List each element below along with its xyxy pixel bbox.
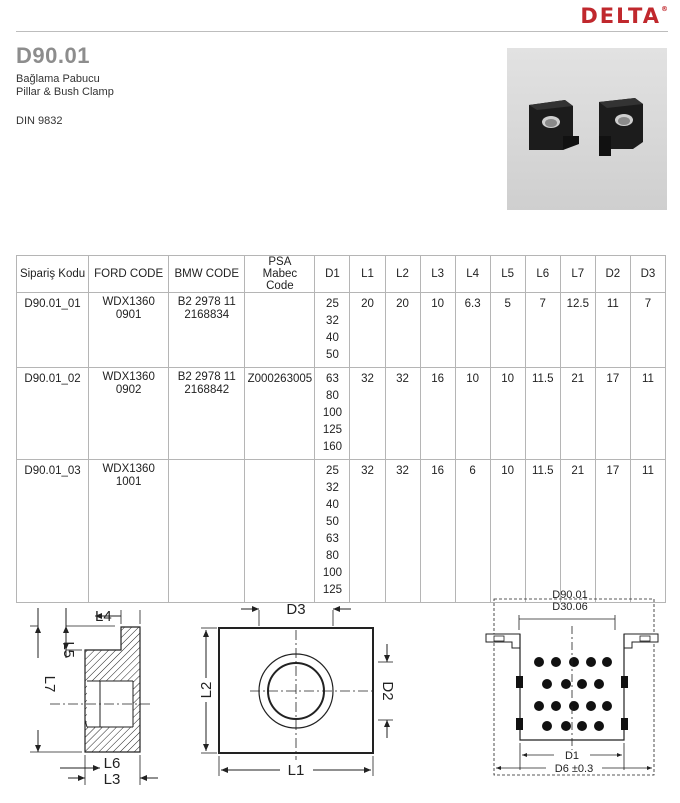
column-header: FORD CODE — [89, 256, 169, 293]
dim-label-l4: L4 — [95, 608, 112, 625]
clamp-left-picture — [529, 100, 579, 150]
l6-cell: 11.5 — [525, 460, 560, 603]
column-header: L4 — [455, 256, 490, 293]
side-section-drawing — [20, 590, 170, 795]
assembly-label-top2: D30.06 — [552, 601, 588, 613]
dim-label-l1: L1 — [287, 762, 305, 779]
d1-cell: 25 32 40 50 63 80 100 125 — [315, 460, 350, 603]
order-code-cell: D90.01_02 — [17, 368, 89, 460]
psa-code-cell: Z000263005 — [245, 368, 315, 460]
l2-cell: 32 — [385, 368, 420, 460]
column-header: L3 — [420, 256, 455, 293]
product-photo — [507, 48, 667, 210]
order-code-cell: D90.01_01 — [17, 293, 89, 368]
l7-cell: 21 — [560, 460, 595, 603]
assembly-label-top1: D90.01 — [552, 590, 588, 601]
l7-cell: 21 — [560, 368, 595, 460]
top-view-drawing — [195, 590, 405, 795]
d3-cell: 7 — [630, 293, 665, 368]
d2-cell: 17 — [595, 460, 630, 603]
column-header: PSA Mabec Code — [245, 256, 315, 293]
dim-label-l6: L6 — [103, 755, 121, 772]
bmw-code-cell: B2 2978 11 2168842 — [169, 368, 245, 460]
product-name-tr: Bağlama Pabucu — [16, 73, 100, 85]
d1-cell: 25 32 40 50 — [315, 293, 350, 368]
ford-code-cell: WDX1360 0901 — [89, 293, 169, 368]
product-standard: DIN 9832 — [16, 115, 63, 127]
dim-label-l2: L2 — [198, 681, 215, 699]
ford-code-cell: WDX1360 0902 — [89, 368, 169, 460]
table-row — [17, 293, 666, 368]
l4-cell: 6 — [455, 460, 490, 603]
l4-cell: 6.3 — [455, 293, 490, 368]
column-header: BMW CODE — [169, 256, 245, 293]
l2-cell: 20 — [385, 293, 420, 368]
brand-logo: DELTA® — [580, 4, 668, 28]
table-row — [17, 368, 666, 460]
l4-cell: 10 — [455, 368, 490, 460]
header-divider — [16, 31, 668, 32]
d1-cell: 63 80 100 125 160 — [315, 368, 350, 460]
column-header: D1 — [315, 256, 350, 293]
l3-cell: 10 — [420, 293, 455, 368]
l5-cell: 10 — [490, 460, 525, 603]
table-row — [17, 460, 666, 603]
d3-cell: 11 — [630, 460, 665, 603]
column-header: L7 — [560, 256, 595, 293]
assembly-drawing — [482, 590, 662, 780]
column-header: D3 — [630, 256, 665, 293]
d3-cell: 11 — [630, 368, 665, 460]
psa-code-cell — [245, 293, 315, 368]
l6-cell: 7 — [525, 293, 560, 368]
bmw-code-cell: B2 2978 11 2168834 — [169, 293, 245, 368]
ford-code-cell: WDX1360 1001 — [89, 460, 169, 603]
l3-cell: 16 — [420, 368, 455, 460]
l1-cell: 32 — [350, 368, 385, 460]
order-code-cell: D90.01_03 — [17, 460, 89, 603]
l1-cell: 20 — [350, 293, 385, 368]
product-name-en: Pillar & Bush Clamp — [16, 86, 114, 98]
table-header-row — [17, 256, 666, 293]
product-code: D90.01 — [16, 43, 90, 68]
d2-cell: 11 — [595, 293, 630, 368]
column-header: L5 — [490, 256, 525, 293]
column-header: L6 — [525, 256, 560, 293]
spec-table — [16, 255, 666, 603]
l1-cell: 32 — [350, 460, 385, 603]
l6-cell: 11.5 — [525, 368, 560, 460]
dim-label-d2: D2 — [379, 681, 396, 701]
column-header: D2 — [595, 256, 630, 293]
d2-cell: 17 — [595, 368, 630, 460]
dim-label-d6: D6 ±0.3 — [554, 763, 594, 775]
l5-cell: 10 — [490, 368, 525, 460]
l3-cell: 16 — [420, 460, 455, 603]
psa-code-cell — [245, 460, 315, 603]
l5-cell: 5 — [490, 293, 525, 368]
l7-cell: 12.5 — [560, 293, 595, 368]
dim-label-d1: D1 — [564, 750, 580, 762]
column-header: L1 — [350, 256, 385, 293]
column-header: Sipariş Kodu — [17, 256, 89, 293]
l2-cell: 32 — [385, 460, 420, 603]
dim-label-d3: D3 — [286, 601, 306, 618]
dim-label-l3: L3 — [103, 771, 121, 788]
column-header: L2 — [385, 256, 420, 293]
bmw-code-cell — [169, 460, 245, 603]
dim-label-l7: L7 — [41, 675, 58, 693]
dim-label-l5: L5 — [60, 641, 77, 658]
